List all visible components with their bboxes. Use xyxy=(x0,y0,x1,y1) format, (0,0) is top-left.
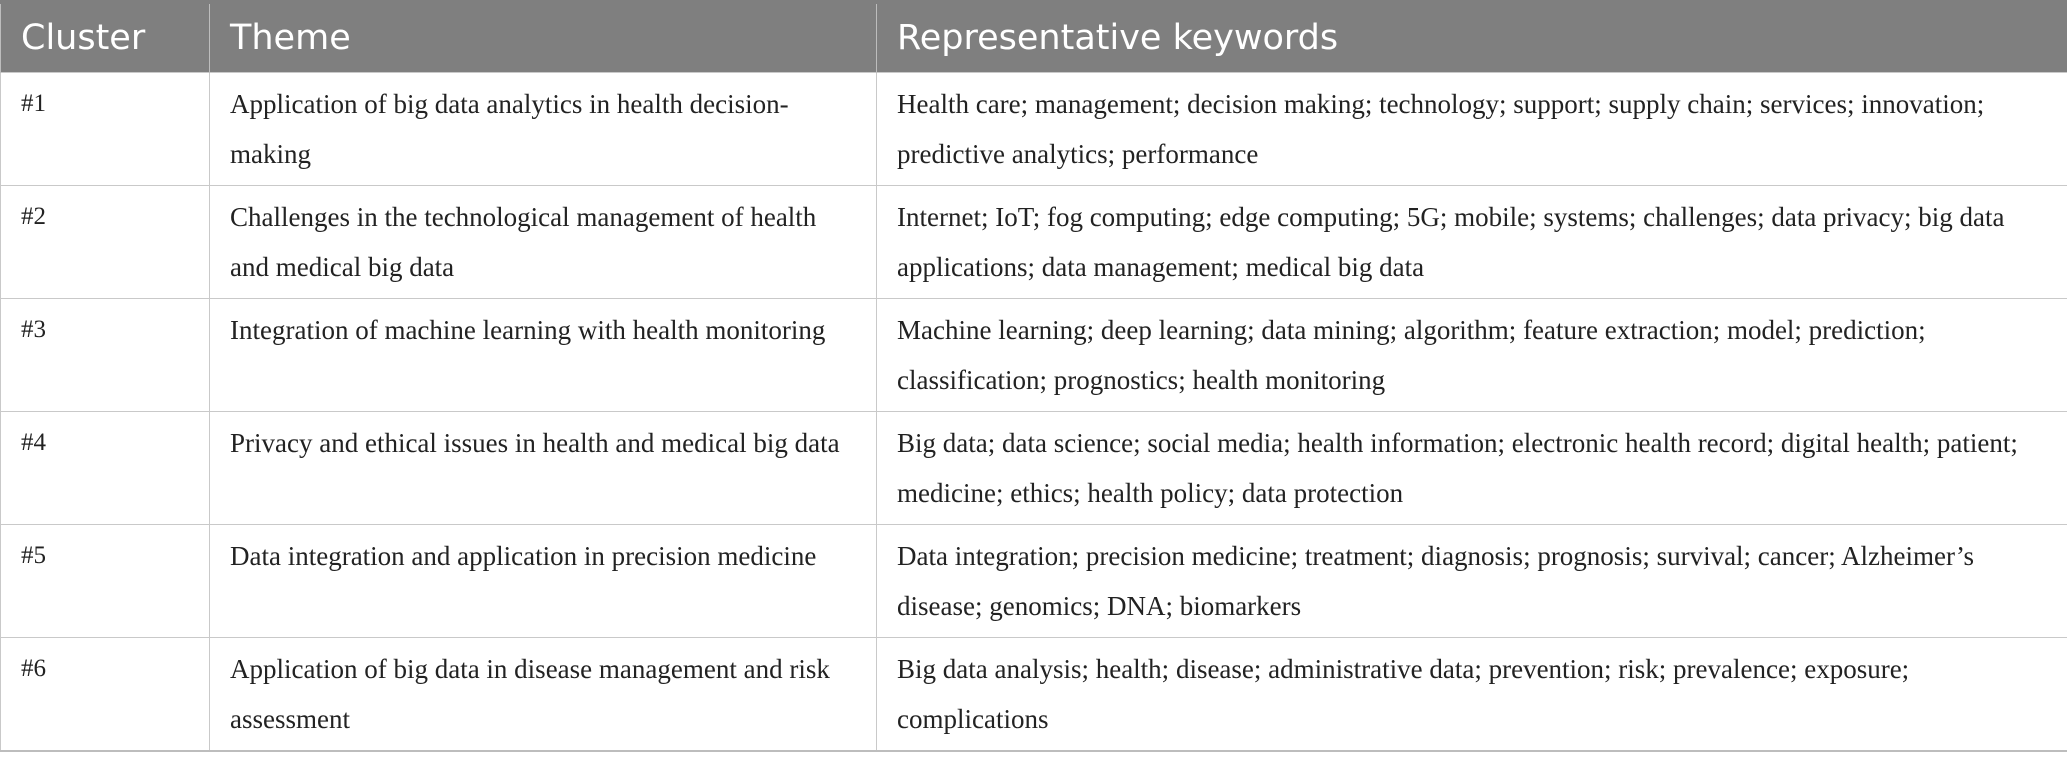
table-row xyxy=(1,524,2067,637)
table-row xyxy=(1,72,2067,185)
header-row xyxy=(1,2,2067,72)
cell-cluster: #2 xyxy=(1,185,210,298)
cell-cluster: #5 xyxy=(1,524,210,637)
cell-keywords: Big data; data science; social media; health information; electronic health record; digital health; patient; medicine; ethics; health policy; data protection xyxy=(877,411,2067,524)
table-row xyxy=(1,298,2067,411)
cell-cluster: #3 xyxy=(1,298,210,411)
cell-cluster: #4 xyxy=(1,411,210,524)
cell-theme: Integration of machine learning with health monitoring xyxy=(210,298,877,411)
cell-keywords: Machine learning; deep learning; data mining; algorithm; feature extraction; model; prediction; classification; prognostics; health monitoring xyxy=(877,298,2067,411)
cell-cluster: #6 xyxy=(1,637,210,751)
cell-keywords: Health care; management; decision making; technology; support; supply chain; services; innovation; predictive analytics; performance xyxy=(877,72,2067,185)
cell-keywords: Internet; IoT; fog computing; edge computing; 5G; mobile; systems; challenges; data privacy; big data applications; data management; medical big data xyxy=(877,185,2067,298)
cell-theme: Application of big data analytics in health decision-making xyxy=(210,72,877,185)
table-header xyxy=(1,2,2067,72)
table-row xyxy=(1,411,2067,524)
cell-keywords: Big data analysis; health; disease; administrative data; prevention; risk; prevalence; exposure; complications xyxy=(877,637,2067,751)
cell-keywords: Data integration; precision medicine; treatment; diagnosis; prognosis; survival; cancer; Alzheimer’s disease; genomics; DNA; biomarkers xyxy=(877,524,2067,637)
cell-theme: Data integration and application in precision medicine xyxy=(210,524,877,637)
table-row xyxy=(1,185,2067,298)
table-body xyxy=(1,72,2067,751)
header-keywords: Representative keywords xyxy=(877,2,2067,72)
header-theme: Theme xyxy=(210,2,877,72)
cell-theme: Application of big data in disease management and risk assessment xyxy=(210,637,877,751)
cell-theme: Challenges in the technological management of health and medical big data xyxy=(210,185,877,298)
cell-cluster: #1 xyxy=(1,72,210,185)
cell-theme: Privacy and ethical issues in health and medical big data xyxy=(210,411,877,524)
header-cluster: Cluster xyxy=(1,2,210,72)
table-row xyxy=(1,637,2067,751)
